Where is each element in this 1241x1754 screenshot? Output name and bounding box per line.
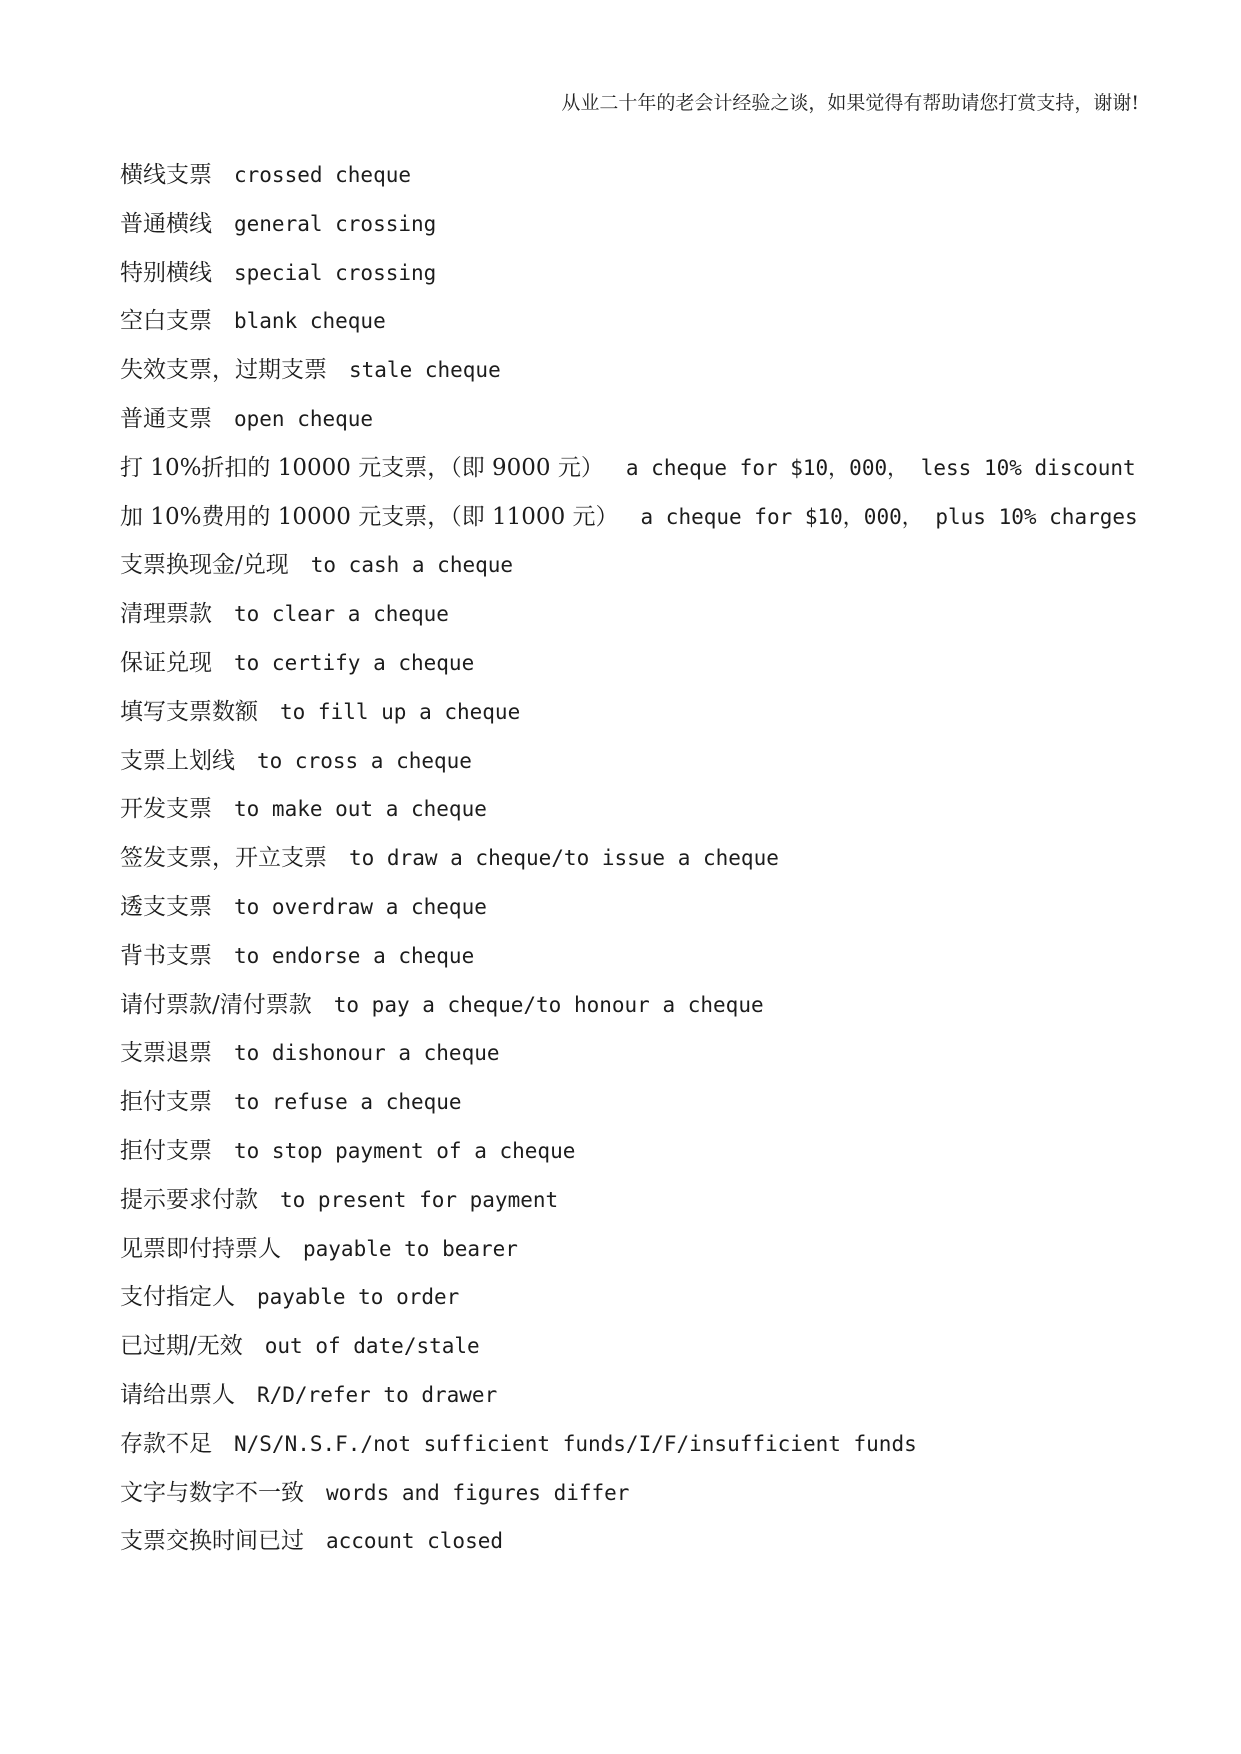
glossary-entry	[120, 304, 1140, 353]
glossary-entry	[120, 890, 1140, 939]
term-english: to pay a cheque/to honour a cheque	[333, 992, 764, 1017]
term-english: to stop payment of a cheque	[234, 1138, 576, 1163]
term-english: to dishonour a cheque	[234, 1041, 500, 1066]
term-chinese: 文字与数字不一致	[120, 1479, 304, 1506]
glossary-entry	[120, 402, 1140, 451]
term-english: crossed cheque	[234, 163, 412, 187]
glossary-entry	[120, 207, 1140, 256]
glossary-entry	[120, 353, 1140, 402]
glossary-entry	[120, 256, 1140, 305]
term-chinese: 清理票款	[120, 601, 212, 628]
term-chinese: 保证兑现	[120, 649, 212, 676]
term-chinese: 支票退票	[120, 1040, 212, 1067]
term-english: to refuse a cheque	[234, 1090, 462, 1115]
term-chinese: 特别横线	[120, 259, 212, 286]
term-english: stale cheque	[349, 358, 501, 383]
term-chinese: 加 10%费用的 10000 元支票，（即 11000 元）	[120, 503, 619, 530]
glossary-entry	[120, 1085, 1140, 1134]
term-english: payable to order	[257, 1285, 460, 1310]
term-chinese: 见票即付持票人	[120, 1235, 281, 1262]
term-chinese: 失效支票，过期支票	[120, 357, 327, 384]
term-english: to certify a cheque	[234, 650, 475, 675]
term-english: to overdraw a cheque	[234, 894, 487, 919]
glossary-entry	[120, 1232, 1140, 1281]
term-english: to endorse a cheque	[234, 943, 475, 968]
glossary-entry	[120, 792, 1140, 841]
term-chinese: 已过期/无效	[120, 1333, 243, 1360]
glossary-entry	[120, 841, 1140, 890]
term-english: to fill up a cheque	[280, 699, 521, 724]
glossary-entry	[120, 451, 1140, 500]
term-english: to clear a cheque	[234, 602, 449, 627]
term-english: to present for payment	[280, 1187, 559, 1212]
term-english: out of date/stale	[264, 1334, 480, 1359]
header-note: 从业二十年的老会计经验之谈，如果觉得有帮助请您打赏支持，谢谢!	[561, 92, 1139, 114]
term-english: open cheque	[234, 406, 374, 431]
term-chinese: 横线支票	[120, 162, 212, 188]
term-chinese: 打 10%折扣的 10000 元支票，（即 9000 元）	[120, 454, 604, 481]
term-english: payable to bearer	[303, 1236, 518, 1261]
term-chinese: 填写支票数额	[120, 698, 258, 725]
term-english: a cheque for $10，000， plus 10% charges	[640, 504, 1138, 529]
term-english: to cross a cheque	[257, 748, 472, 773]
glossary-entry	[120, 1280, 1140, 1329]
term-chinese: 签发支票，开立支票	[120, 845, 327, 872]
glossary-entry	[120, 1036, 1140, 1085]
term-english: to make out a cheque	[234, 797, 487, 822]
glossary-entry	[120, 744, 1140, 793]
term-english: to cash a cheque	[310, 553, 514, 578]
glossary-entry	[120, 988, 1140, 1037]
glossary-list	[120, 158, 1140, 1573]
term-chinese: 请给出票人	[120, 1381, 235, 1408]
glossary-entry	[120, 158, 1140, 207]
term-chinese: 拒付支票	[120, 1137, 212, 1164]
term-chinese: 开发支票	[120, 796, 212, 823]
glossary-entry	[120, 548, 1140, 597]
glossary-entry	[120, 500, 1140, 549]
term-english: R/D/refer to drawer	[257, 1382, 498, 1407]
glossary-entry	[120, 1427, 1140, 1476]
term-chinese: 拒付支票	[120, 1089, 212, 1116]
term-english: words and figures differ	[326, 1480, 630, 1505]
term-english: blank cheque	[234, 309, 386, 334]
term-chinese: 支票上划线	[120, 747, 235, 774]
glossary-entry	[120, 695, 1140, 744]
term-chinese: 普通横线	[120, 210, 212, 237]
glossary-entry	[120, 1524, 1140, 1573]
term-english: account closed	[326, 1529, 504, 1554]
glossary-entry	[120, 1134, 1140, 1183]
term-english: N/S/N.S.F./not sufficient funds/I/F/insufficient funds	[234, 1431, 917, 1456]
glossary-entry	[120, 1329, 1140, 1378]
term-chinese: 透支支票	[120, 893, 212, 920]
glossary-entry	[120, 646, 1140, 695]
glossary-entry	[120, 1183, 1140, 1232]
glossary-entry	[120, 1476, 1140, 1525]
term-chinese: 支付指定人	[120, 1284, 235, 1311]
term-chinese: 空白支票	[120, 308, 212, 335]
term-chinese: 普通支票	[120, 405, 212, 432]
term-chinese: 请付票款/清付票款	[120, 991, 312, 1018]
term-chinese: 存款不足	[120, 1430, 212, 1457]
glossary-entry	[120, 1378, 1140, 1427]
term-english: to draw a cheque/to issue a cheque	[349, 846, 779, 871]
term-chinese: 背书支票	[120, 942, 212, 969]
term-english: special crossing	[234, 260, 437, 285]
glossary-entry	[120, 939, 1140, 988]
term-chinese: 支票换现金/兑现	[120, 552, 289, 579]
term-chinese: 提示要求付款	[120, 1186, 258, 1213]
glossary-entry	[120, 597, 1140, 646]
term-chinese: 支票交换时间已过	[120, 1528, 304, 1555]
term-english: a cheque for $10，000， less 10% discount	[625, 455, 1136, 480]
term-english: general crossing	[234, 211, 437, 236]
